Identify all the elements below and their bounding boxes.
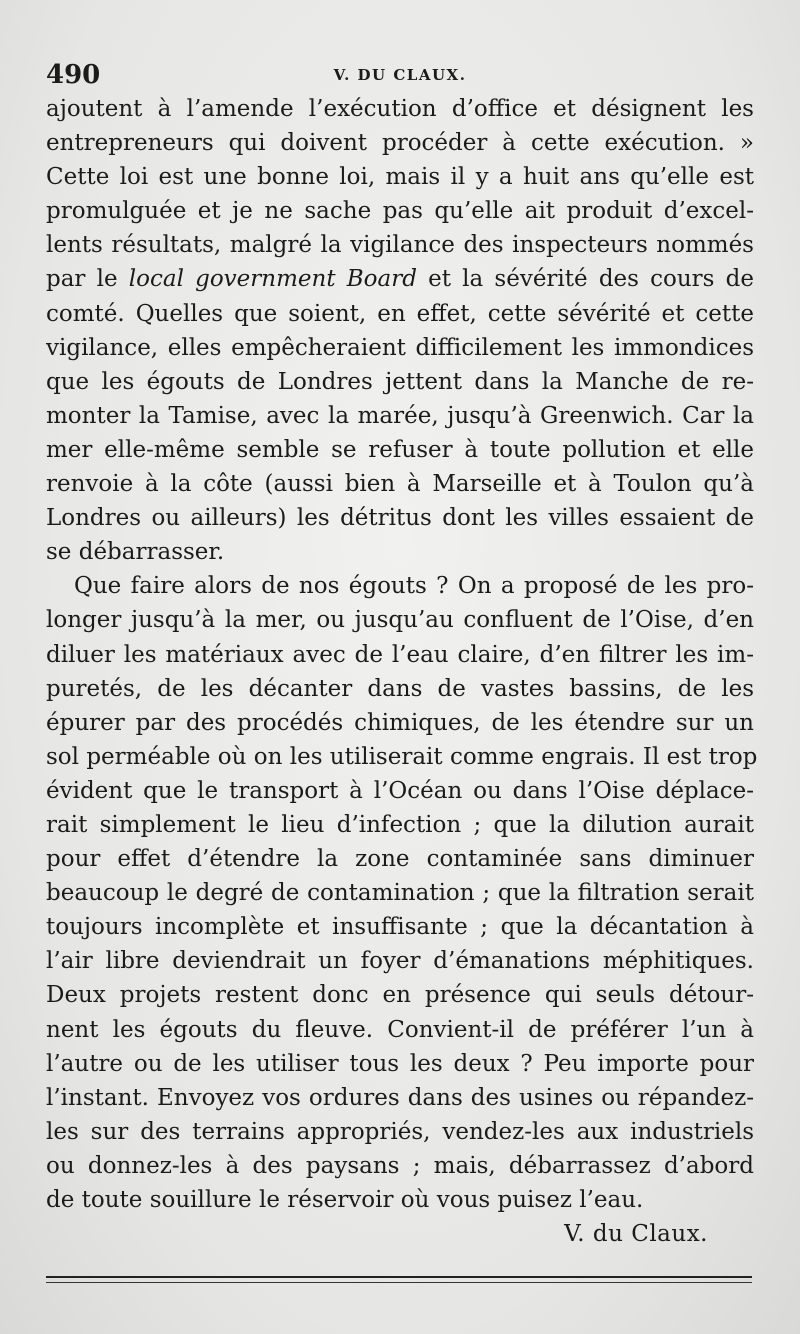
text-line: vigilance, elles empêcheraient difficilement les immondices	[46, 334, 754, 361]
text-line: ou donnez-les à des paysans ; mais, débarrassez d’abord	[46, 1152, 754, 1179]
text-line: se débarrasser.	[46, 539, 225, 566]
text-line: Deux projets restent donc en présence qui seuls détour-	[46, 982, 754, 1009]
text-line: les sur des terrains appropriés, vendez-les aux industriels	[46, 1118, 754, 1145]
text-line: sol perméable où on les utiliserait comme engrais. Il est trop	[46, 743, 758, 770]
text-line: toujours incomplète et insuffisante ; que la décantation à	[46, 914, 754, 941]
text-line: l’air libre deviendrait un foyer d’émanations méphitiques.	[46, 948, 754, 975]
text-line: rait simplement le lieu d’infection ; que la dilution aurait	[46, 811, 754, 838]
paragraph-start-line: Que faire alors de nos égouts ? On a proposé de les pro-	[74, 573, 754, 600]
author-signature: V. du Claux.	[564, 1221, 708, 1248]
text-line: monter la Tamise, avec la marée, jusqu’à Greenwich. Car la	[46, 402, 754, 429]
text-line: Cette loi est une bonne loi, mais il y a huit ans qu’elle est	[46, 164, 754, 191]
text-line: Londres ou ailleurs) les détritus dont les villes essaient de	[46, 505, 754, 532]
text-line: de toute souillure le réservoir où vous puisez l’eau.	[46, 1187, 644, 1213]
italic-title: local government Board	[128, 266, 417, 293]
text-line: promulguée et je ne sache pas qu’elle ait produit d’excel-	[46, 198, 754, 225]
body-text	[46, 92, 758, 1251]
text-line: longer jusqu’à la mer, ou jusqu’au confluent de l’Oise, d’en	[46, 607, 754, 634]
footer-rule-thin	[46, 1282, 752, 1283]
text-line: nent les égouts du fleuve. Convient-il de préférer l’un à	[46, 1016, 754, 1043]
text-segment: par le	[46, 266, 129, 293]
text-line: l’autre ou de les utiliser tous les deux ? Peu importe pour	[46, 1050, 754, 1077]
text-line: ajoutent à l’amende l’exécution d’office et désignent les	[46, 96, 754, 122]
text-line: puretés, de les décanter dans de vastes bassins, de les	[46, 675, 754, 702]
text-line: lents résultats, malgré la vigilance des inspecteurs nommés	[46, 232, 754, 259]
text-line: comté. Quelles que soient, en effet, cette sévérité et cette	[46, 300, 754, 327]
text-segment: et la sévérité des cours de	[416, 266, 754, 293]
page-number: 490	[46, 60, 101, 90]
text-line: épurer par des procédés chimiques, de les étendre sur un	[46, 709, 754, 736]
text-line: pour effet d’étendre la zone contaminée sans diminuer	[46, 846, 754, 873]
text-line: évident que le transport à l’Océan ou dans l’Oise déplace-	[46, 777, 754, 804]
text-line: entrepreneurs qui doivent procéder à cette exécution. »	[46, 130, 754, 157]
text-line: diluer les matériaux avec de l’eau claire, d’en filtrer les im-	[46, 641, 754, 668]
text-line: beaucoup le degré de contamination ; que la filtration serait	[46, 880, 754, 907]
running-head	[46, 58, 754, 92]
running-title: V. DU CLAUX.	[333, 66, 467, 84]
text-line: que les égouts de Londres jettent dans la Manche de re-	[46, 368, 754, 395]
text-line-with-italic	[46, 262, 754, 296]
text-line: mer elle-même semble se refuser à toute pollution et elle	[46, 436, 754, 463]
text-line: renvoie à la côte (aussi bien à Marseille et à Toulon qu’à	[46, 471, 754, 498]
text-line: l’instant. Envoyez vos ordures dans des usines ou répandez-	[46, 1084, 754, 1111]
footer-rule-thick	[46, 1276, 752, 1278]
